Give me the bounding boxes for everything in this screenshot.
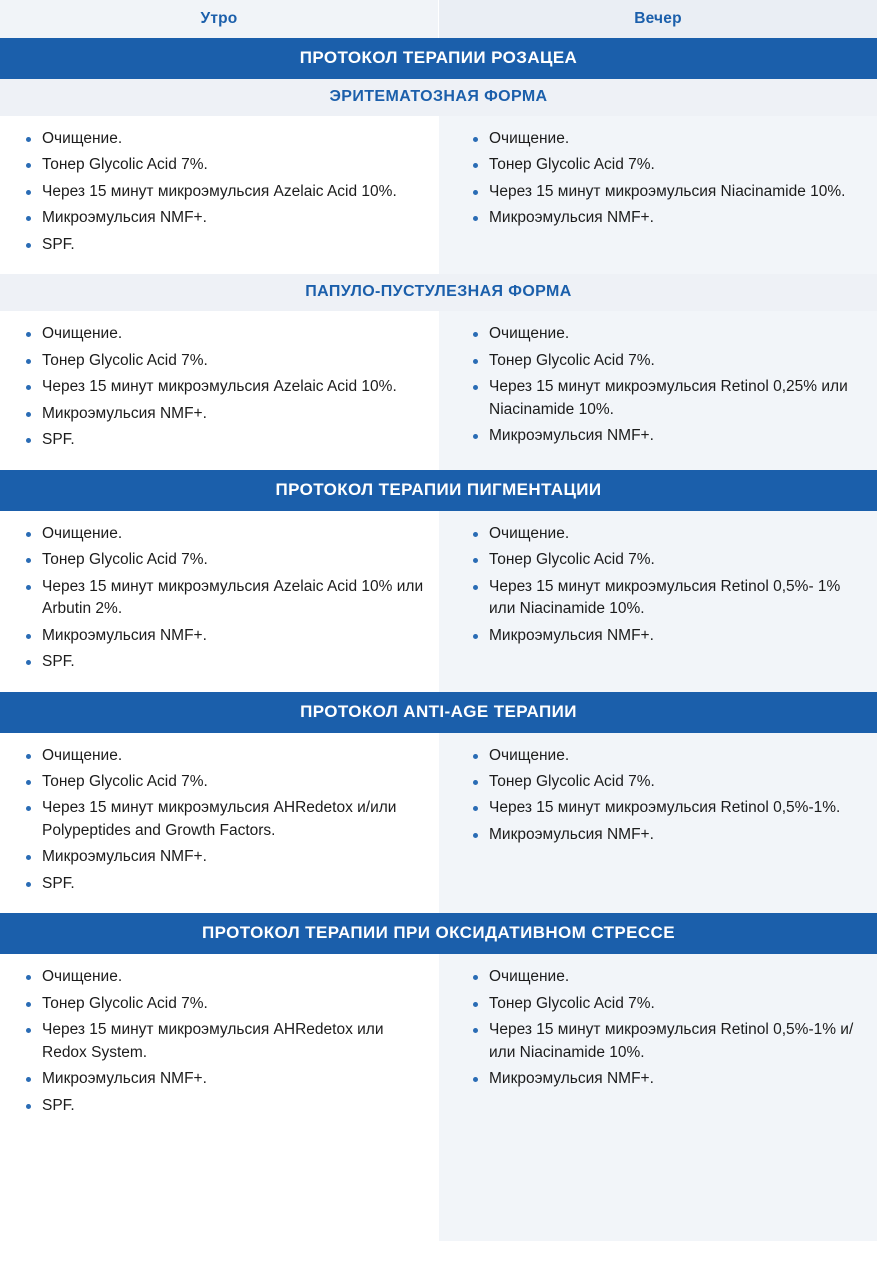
list-item: Очищение. [22, 323, 424, 345]
list-item: Через 15 минут микроэмульсия AHRedetox или Redox System. [22, 1019, 424, 1064]
list-item: Очищение. [22, 966, 424, 988]
section-subbanner: ПАПУЛО-ПУСТУЛЕЗНАЯ ФОРМА [0, 274, 877, 311]
list-item: SPF. [22, 1095, 424, 1117]
list-item: Тонер Glycolic Acid 7%. [469, 771, 863, 793]
step-list-evening [469, 323, 863, 447]
evening-cell [439, 511, 877, 692]
step-list-morning [22, 523, 424, 674]
list-item: Микроэмульсия NMF+. [469, 824, 863, 846]
evening-cell [439, 954, 877, 1135]
list-item: Микроэмульсия NMF+. [469, 1068, 863, 1090]
list-item: Тонер Glycolic Acid 7%. [22, 771, 424, 793]
bottom-spacer [0, 1135, 877, 1267]
list-item: Через 15 минут микроэмульсия Retinol 0,5%- 1% или Niacinamide 10%. [469, 576, 863, 621]
morning-cell [0, 733, 438, 914]
list-item: Тонер Glycolic Acid 7%. [469, 549, 863, 571]
list-item: Тонер Glycolic Acid 7%. [22, 350, 424, 372]
list-item: Через 15 минут микроэмульсия Azelaic Acid 10%. [22, 376, 424, 398]
list-item: SPF. [22, 651, 424, 673]
list-item: Тонер Glycolic Acid 7%. [469, 350, 863, 372]
list-item: Через 15 минут микроэмульсия Azelaic Acid 10%. [22, 181, 424, 203]
list-item: Микроэмульсия NMF+. [22, 625, 424, 647]
list-item: Через 15 минут микроэмульсия Retinol 0,5%-1% и/или Niacinamide 10%. [469, 1019, 863, 1064]
list-item: Очищение. [469, 128, 863, 150]
evening-cell [439, 116, 877, 274]
list-item: Микроэмульсия NMF+. [469, 625, 863, 647]
list-item: Тонер Glycolic Acid 7%. [22, 549, 424, 571]
protocol-row [0, 311, 877, 469]
list-item: Очищение. [22, 523, 424, 545]
evening-cell [439, 733, 877, 914]
column-header-morning: Утро [0, 0, 438, 38]
list-item: Через 15 минут микроэмульсия Niacinamide 10%. [469, 181, 863, 203]
list-item: Микроэмульсия NMF+. [22, 1068, 424, 1090]
step-list-evening [469, 523, 863, 647]
list-item: SPF. [22, 873, 424, 895]
protocol-row [0, 511, 877, 692]
list-item: Через 15 минут микроэмульсия Retinol 0,5%-1%. [469, 797, 863, 819]
section-banner: ПРОТОКОЛ ANTI-AGE ТЕРАПИИ [0, 692, 877, 733]
section-banner: ПРОТОКОЛ ТЕРАПИИ РОЗАЦЕА [0, 38, 877, 79]
list-item: Тонер Glycolic Acid 7%. [469, 154, 863, 176]
list-item: Тонер Glycolic Acid 7%. [22, 154, 424, 176]
protocol-row [0, 116, 877, 274]
list-item: Микроэмульсия NMF+. [22, 207, 424, 229]
protocol-row [0, 733, 877, 914]
list-item: Через 15 минут микроэмульсия AHRedetox и/или Polypeptides and Growth Factors. [22, 797, 424, 842]
step-list-morning [22, 128, 424, 256]
list-item: Микроэмульсия NMF+. [469, 207, 863, 229]
evening-cell [439, 311, 877, 469]
step-list-morning [22, 966, 424, 1117]
step-list-evening [469, 128, 863, 230]
step-list-morning [22, 323, 424, 451]
list-item: Микроэмульсия NMF+. [22, 403, 424, 425]
list-item: Через 15 минут микроэмульсия Retinol 0,25% или Niacinamide 10%. [469, 376, 863, 421]
list-item: Очищение. [469, 966, 863, 988]
morning-cell [0, 511, 438, 692]
list-item: Через 15 минут микроэмульсия Azelaic Acid 10% или Arbutin 2%. [22, 576, 424, 621]
step-list-evening [469, 745, 863, 847]
list-item: Очищение. [469, 323, 863, 345]
column-header-row [0, 0, 877, 38]
step-list-morning [22, 745, 424, 896]
list-item: Микроэмульсия NMF+. [469, 425, 863, 447]
section-banner: ПРОТОКОЛ ТЕРАПИИ ПИГМЕНТАЦИИ [0, 470, 877, 511]
morning-cell [0, 311, 438, 469]
list-item: SPF. [22, 234, 424, 256]
list-item: Очищение. [469, 523, 863, 545]
protocol-row [0, 954, 877, 1135]
list-item: Тонер Glycolic Acid 7%. [469, 993, 863, 1015]
list-item: Очищение. [22, 745, 424, 767]
morning-cell [0, 954, 438, 1135]
list-item: Очищение. [22, 128, 424, 150]
step-list-evening [469, 966, 863, 1090]
section-banner: ПРОТОКОЛ ТЕРАПИИ ПРИ ОКСИДАТИВНОМ СТРЕССЕ [0, 913, 877, 954]
list-item: SPF. [22, 429, 424, 451]
section-subbanner: ЭРИТЕМАТОЗНАЯ ФОРМА [0, 79, 877, 116]
list-item: Тонер Glycolic Acid 7%. [22, 993, 424, 1015]
column-header-evening: Вечер [439, 0, 877, 38]
list-item: Очищение. [469, 745, 863, 767]
morning-cell [0, 116, 438, 274]
list-item: Микроэмульсия NMF+. [22, 846, 424, 868]
